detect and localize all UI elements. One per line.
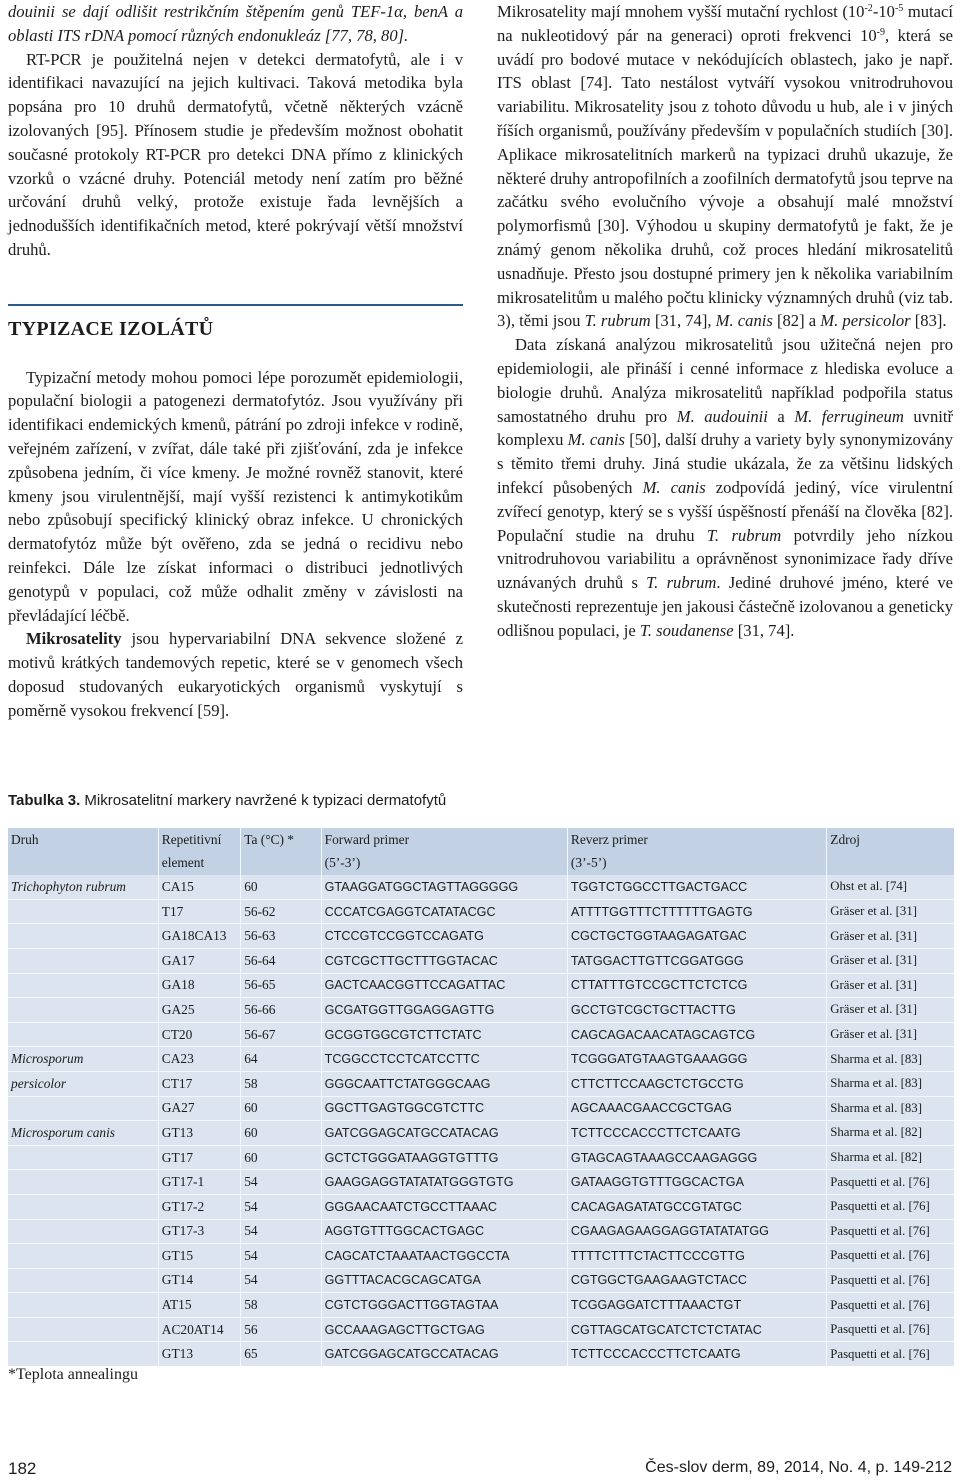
source-cell: Pasquetti et al. [76] bbox=[827, 1244, 954, 1269]
table-row bbox=[8, 1194, 954, 1219]
source-cell: Pasquetti et al. [76] bbox=[827, 1170, 954, 1195]
left-column bbox=[8, 0, 463, 723]
reverse-primer-cell: AGCAAACGAACCGCTGAG bbox=[567, 1096, 826, 1121]
reverse-primer-cell: CTTCTTCCAAGCTCTGCCTG bbox=[567, 1071, 826, 1096]
table-row bbox=[8, 1022, 954, 1047]
species-cell bbox=[8, 1145, 158, 1170]
paragraph bbox=[8, 0, 463, 48]
paragraph-mutation-rate: Mikrosatelity mají mnohem vyšší mutační rychlost ($10^{-2}-10^{-5}$ mutací na nukleotidový pár na generaci) oproti frekvenci $10^{-9}$, která se uvádí pro bodové mutace v nekódujících oblastech, jako je např. ITS oblast [74]. Tato nestálost vytváří vysokou vnitrodruhovou variabilitu. Mikrosatelity jsou z tohoto důvodu u hub, ale i v jiných říších organismů, používány především v populačních studiích [30]. Aplikace mikrosatelitních markerů na typizaci druhů ukazuje, že některé druhy antropofilních a zoofilních dermatofytů jsou teprve na začátku svého evolučního vývoje a obsahují malé množství polymorfismů [30]. Výhodou u skupiny dermatofytů je fakt, že je známý genom několika druhů, což proces hledání mikrosatelitů usnadňuje. Přesto jsou dostupné primery jen k několika variabilním mikrosatelitům u malého počtu klinicky významných druhů (viz tab. 3), těmi jsou T. rubrum [31, 74], M. canis [82] a M. persicolor [83]. bbox=[497, 2, 954, 331]
ta-cell: 60 bbox=[241, 1145, 321, 1170]
table-footnote: *Teplota annealingu bbox=[8, 1366, 138, 1383]
ta-cell: 56-63 bbox=[241, 924, 321, 949]
reverse-primer-cell: TCTTCCCACCCTTCTCAATG bbox=[567, 1342, 826, 1366]
species-cell: Trichophyton rubrum bbox=[8, 875, 158, 899]
forward-primer-cell: GCTCTGGGATAAGGTGTTTG bbox=[321, 1145, 567, 1170]
reverse-primer-cell: CTTATTTGTCCGCTTCTCTCG bbox=[567, 973, 826, 998]
table-row bbox=[8, 1317, 954, 1342]
table-row bbox=[8, 1096, 954, 1121]
element-cell: GT17-1 bbox=[158, 1170, 240, 1195]
source-cell: Pasquetti et al. [76] bbox=[827, 1317, 954, 1342]
ta-cell: 54 bbox=[241, 1268, 321, 1293]
table-row bbox=[8, 875, 954, 899]
element-cell: GT17-3 bbox=[158, 1219, 240, 1244]
forward-primer-cell: GCGATGGTTGGAGGAGTTG bbox=[321, 998, 567, 1023]
element-cell: CT20 bbox=[158, 1022, 240, 1047]
source-cell: Gräser et al. [31] bbox=[827, 1022, 954, 1047]
section-rule bbox=[8, 304, 463, 306]
forward-primer-cell: GATCGGAGCATGCCATACAG bbox=[321, 1342, 567, 1366]
species-cell bbox=[8, 973, 158, 998]
forward-primer-cell: CCCATCGAGGTCATATACGC bbox=[321, 899, 567, 924]
source-cell: Pasquetti et al. [76] bbox=[827, 1342, 954, 1366]
element-cell: CA23 bbox=[158, 1047, 240, 1072]
reverse-primer-cell: TCTTCCCACCCTTCTCAATG bbox=[567, 1121, 826, 1146]
forward-primer-cell: GACTCAACGGTTCCAGATTAC bbox=[321, 973, 567, 998]
forward-primer-cell: TCGGCCTCCTCATCCTTC bbox=[321, 1047, 567, 1072]
table-header-row bbox=[8, 828, 954, 852]
source-cell: Sharma et al. [83] bbox=[827, 1071, 954, 1096]
species-cell bbox=[8, 998, 158, 1023]
header-cell: (3’-5’) bbox=[567, 852, 826, 876]
species-cell bbox=[8, 899, 158, 924]
species-cell bbox=[8, 1170, 158, 1195]
table-row bbox=[8, 899, 954, 924]
species-cell bbox=[8, 1317, 158, 1342]
table-row bbox=[8, 1244, 954, 1269]
table-caption-text: Mikrosatelitní markery navržené k typizaci dermatofytů bbox=[80, 792, 447, 809]
source-cell: Sharma et al. [83] bbox=[827, 1047, 954, 1072]
table-caption bbox=[8, 792, 446, 809]
table-row bbox=[8, 1145, 954, 1170]
species-cell bbox=[8, 1096, 158, 1121]
forward-primer-cell: GTAAGGATGGCTAGTTAGGGGG bbox=[321, 875, 567, 899]
header-cell: Reverz primer bbox=[567, 828, 826, 852]
table-row bbox=[8, 1071, 954, 1096]
element-cell: GT17 bbox=[158, 1145, 240, 1170]
reverse-primer-cell: GCCTGTCGCTGCTTACTTG bbox=[567, 998, 826, 1023]
reverse-primer-cell: TCGGAGGATCTTTAAACTGT bbox=[567, 1293, 826, 1318]
paragraph-rtpcr: RT-PCR je použitelná nejen v detekci dermatofytů, ale i v identifikaci navazující na jejich kultivaci. Taková metodika byla popsána pro 10 druhů dermatofytů, včetně některých vzácně izolovaných [95]. Přínosem studie je především možnost obohatit současné protokoly RT-PCR pro detekci DNA přímo z klinických vzorků o vzácné druhy. Potenciál metody není zatím pro běžné určování druhů velký, protože existuje řada levnějších a jednodušších identifikačních metod, které pokrývají větší množství druhů. bbox=[8, 49, 463, 259]
reverse-primer-cell: TTTTCTTTCTACTTCCCGTTG bbox=[567, 1244, 826, 1269]
source-cell: Gräser et al. [31] bbox=[827, 998, 954, 1023]
element-cell: GA18CA13 bbox=[158, 924, 240, 949]
element-cell: T17 bbox=[158, 899, 240, 924]
ta-cell: 60 bbox=[241, 1096, 321, 1121]
table-row bbox=[8, 1219, 954, 1244]
source-cell: Pasquetti et al. [76] bbox=[827, 1293, 954, 1318]
species-cell bbox=[8, 1293, 158, 1318]
journal-citation: Čes-slov derm, 89, 2014, No. 4, p. 149-212 bbox=[645, 1459, 952, 1476]
forward-primer-cell: GCGGTGGCGTCTTCTATC bbox=[321, 1022, 567, 1047]
source-cell: Sharma et al. [82] bbox=[827, 1121, 954, 1146]
forward-primer-cell: AGGTGTTTGGCACTGAGC bbox=[321, 1219, 567, 1244]
species-cell: Microsporum bbox=[8, 1047, 158, 1072]
ta-cell: 56-62 bbox=[241, 899, 321, 924]
forward-primer-cell: GCCAAAGAGCTTGCTGAG bbox=[321, 1317, 567, 1342]
species-cell bbox=[8, 1342, 158, 1366]
source-cell: Sharma et al. [83] bbox=[827, 1096, 954, 1121]
species-cell bbox=[8, 1244, 158, 1269]
reverse-primer-cell: CGTTAGCATGCATCTCTCTATAC bbox=[567, 1317, 826, 1342]
reverse-primer-cell: CGTGGCTGAAGAAGTCTACC bbox=[567, 1268, 826, 1293]
header-cell: Forward primer bbox=[321, 828, 567, 852]
table-row bbox=[8, 973, 954, 998]
element-cell: CT17 bbox=[158, 1071, 240, 1096]
header-cell: Repetitivní bbox=[158, 828, 240, 852]
element-cell: GA17 bbox=[158, 948, 240, 973]
table-row bbox=[8, 998, 954, 1023]
ta-cell: 56-66 bbox=[241, 998, 321, 1023]
ta-cell: 56-65 bbox=[241, 973, 321, 998]
forward-primer-cell: CAGCATCTAAATAACTGGCCTA bbox=[321, 1244, 567, 1269]
header-cell: element bbox=[158, 852, 240, 876]
table-row bbox=[8, 1293, 954, 1318]
source-cell: Pasquetti et al. [76] bbox=[827, 1219, 954, 1244]
forward-primer-cell: CGTCTGGGACTTGGTAGTAA bbox=[321, 1293, 567, 1318]
ta-cell: 54 bbox=[241, 1219, 321, 1244]
table-row bbox=[8, 1342, 954, 1366]
species-cell bbox=[8, 1268, 158, 1293]
forward-primer-cell: GGTTTACACGCAGCATGA bbox=[321, 1268, 567, 1293]
forward-primer-cell: GGGCAATTCTATGGGCAAG bbox=[321, 1071, 567, 1096]
header-cell: Zdroj bbox=[827, 828, 954, 852]
species-cell bbox=[8, 948, 158, 973]
species-cell bbox=[8, 1194, 158, 1219]
reverse-primer-cell: CGCTGCTGGTAAGAGATGAC bbox=[567, 924, 826, 949]
ta-cell: 54 bbox=[241, 1244, 321, 1269]
reverse-primer-cell: TGGTCTGGCCTTGACTGACC bbox=[567, 875, 826, 899]
ta-cell: 54 bbox=[241, 1170, 321, 1195]
element-cell: GT13 bbox=[158, 1121, 240, 1146]
table-row bbox=[8, 1047, 954, 1072]
forward-primer-cell: CGTCGCTTGCTTTGGTACAC bbox=[321, 948, 567, 973]
ta-cell: 60 bbox=[241, 875, 321, 899]
source-cell: Pasquetti et al. [76] bbox=[827, 1268, 954, 1293]
forward-primer-cell: CTCCGTCCGGTCCAGATG bbox=[321, 924, 567, 949]
reverse-primer-cell: GATAAGGTGTTTGGCACTGA bbox=[567, 1170, 826, 1195]
ta-cell: 56 bbox=[241, 1317, 321, 1342]
reverse-primer-cell: GTAGCAGTAAAGCCAAGAGGG bbox=[567, 1145, 826, 1170]
table-row bbox=[8, 924, 954, 949]
species-cell bbox=[8, 924, 158, 949]
header-cell bbox=[8, 852, 158, 876]
source-cell: Gräser et al. [31] bbox=[827, 924, 954, 949]
table-caption-label: Tabulka 3. bbox=[8, 792, 81, 809]
element-cell: GA18 bbox=[158, 973, 240, 998]
forward-primer-cell: GATCGGAGCATGCCATACAG bbox=[321, 1121, 567, 1146]
ta-cell: 56-67 bbox=[241, 1022, 321, 1047]
ta-cell: 60 bbox=[241, 1121, 321, 1146]
species-cell: Microsporum canis bbox=[8, 1121, 158, 1146]
source-cell: Ohst et al. [74] bbox=[827, 875, 954, 899]
element-cell: GT14 bbox=[158, 1268, 240, 1293]
right-column bbox=[497, 0, 953, 643]
table-row bbox=[8, 1170, 954, 1195]
source-cell: Sharma et al. [82] bbox=[827, 1145, 954, 1170]
ta-cell: 56-64 bbox=[241, 948, 321, 973]
forward-primer-cell: GGCTTGAGTGGCGTCTTC bbox=[321, 1096, 567, 1121]
paragraph-typizace: Typizační metody mohou pomoci lépe porozumět epidemiologii, populační biologii a patogenezi dermatofytóz. Jsou využívány při identifikaci endemických kmenů, pátrání po zdroji infekce v rodině, veřejném zařízení, v zvířat, dále také při zjišťování, zda je infekce způsobena jedním, či více kmeny. Je možné rovněž stanovit, které kmeny jsou virulentnější, mají vyšší rezistenci k antimykotikům nebo způsobují specifický klinický obraz infekce. U chronických dermatofytóz může být ověřeno, zda se jedná o recidivu nebo reinfekci. Dále lze získat informaci o distribuci jednotlivých genotypů v populaci, což může odhalit změny v závislosti na převládající léčbě. bbox=[8, 367, 463, 625]
source-cell: Pasquetti et al. [76] bbox=[827, 1194, 954, 1219]
table-body bbox=[8, 875, 954, 1366]
header-cell: Ta (°C) * bbox=[241, 828, 321, 852]
element-cell: AT15 bbox=[158, 1293, 240, 1318]
section-heading: TYPIZACE IZOLÁTŮ bbox=[8, 317, 214, 340]
ta-cell: 64 bbox=[241, 1047, 321, 1072]
element-cell: GT15 bbox=[158, 1244, 240, 1269]
ta-cell: 65 bbox=[241, 1342, 321, 1366]
term-mikrosatelity: Mikrosatelity bbox=[26, 629, 122, 649]
forward-primer-cell: GGGAACAATCTGCCTTAAAC bbox=[321, 1194, 567, 1219]
element-cell: GT13 bbox=[158, 1342, 240, 1366]
microsatellite-table bbox=[8, 828, 954, 1366]
table-row bbox=[8, 1121, 954, 1146]
reverse-primer-cell: TATGGACTTGTTCGGATGGG bbox=[567, 948, 826, 973]
header-cell: (5’-3’) bbox=[321, 852, 567, 876]
species-cell: persicolor bbox=[8, 1071, 158, 1096]
element-cell: GT17-2 bbox=[158, 1194, 240, 1219]
reverse-primer-cell: ATTTTGGTTTCTTTTTTGAGTG bbox=[567, 899, 826, 924]
ta-cell: 54 bbox=[241, 1194, 321, 1219]
source-cell: Gräser et al. [31] bbox=[827, 973, 954, 998]
continuation-text: douinii se dají odlišit restrikčním štěpením genů TEF-1α, benA a oblasti ITS rDNA pomocí různých endonukleáz [77, 78, 80]. bbox=[8, 2, 463, 45]
species-cell bbox=[8, 1219, 158, 1244]
table-row bbox=[8, 948, 954, 973]
page-number: 182 bbox=[8, 1459, 37, 1478]
reverse-primer-cell: TCGGGATGTAAGTGAAAGGG bbox=[567, 1047, 826, 1072]
element-cell: GA27 bbox=[158, 1096, 240, 1121]
ta-cell: 58 bbox=[241, 1293, 321, 1318]
species-cell bbox=[8, 1022, 158, 1047]
paragraph-mikrosatelity: Mikrosatelity jsou hypervariabilní DNA sekvence složené z motivů krátkých tandemových repetic, které se v genomech všech doposud studovaných eukaryotických organismů vyskytují s poměrně vysokou frekvencí [59]. bbox=[8, 629, 463, 720]
reverse-primer-cell: CACAGAGATATGCCGTATGC bbox=[567, 1194, 826, 1219]
header-cell: Druh bbox=[8, 828, 158, 852]
table-row bbox=[8, 1268, 954, 1293]
forward-primer-cell: GAAGGAGGTATATATGGGTGTG bbox=[321, 1170, 567, 1195]
ta-cell: 58 bbox=[241, 1071, 321, 1096]
paragraph-data-analysis: Data získaná analýzou mikrosatelitů jsou užitečná nejen pro epidemiologii, ale přináší i cenné informace z hlediska evoluce a biologie druhů. Analýza mikrosatelitů například podpořila status samostatného druhu pro M. audouinii a M. ferrugineum uvnitř komplexu M. canis [50], další druhy a variety byly synonymizovány s těmito třemi druhy. Jiná studie ukázala, že za většinu lidských infekcí působených M. canis zodpovídá jediný, více virulentní zvířecí genotyp, který se s vyšší úspěšností přenáší na člověka [82]. Populační studie na druhu T. rubrum potvrdily jeho nízkou vnitrodruhovou variabilitu a oprávněnost synonimizace řady dříve uznávaných druhů s T. rubrum. Jediné druhové jméno, které ve skutečnosti reprezentuje jen jakousi částečně izolovanou a geneticky odlišnou populaci, je T. soudanense [31, 74]. bbox=[497, 335, 953, 640]
table-header-row-2 bbox=[8, 852, 954, 876]
reverse-primer-cell: CGAAGAGAAGGAGGTATATATGG bbox=[567, 1219, 826, 1244]
element-cell: AC20AT14 bbox=[158, 1317, 240, 1342]
element-cell: CA15 bbox=[158, 875, 240, 899]
source-cell: Gräser et al. [31] bbox=[827, 948, 954, 973]
source-cell: Gräser et al. [31] bbox=[827, 899, 954, 924]
header-cell bbox=[827, 852, 954, 876]
element-cell: GA25 bbox=[158, 998, 240, 1023]
reverse-primer-cell: CAGCAGACAACATAGCAGTCG bbox=[567, 1022, 826, 1047]
header-cell bbox=[241, 852, 321, 876]
